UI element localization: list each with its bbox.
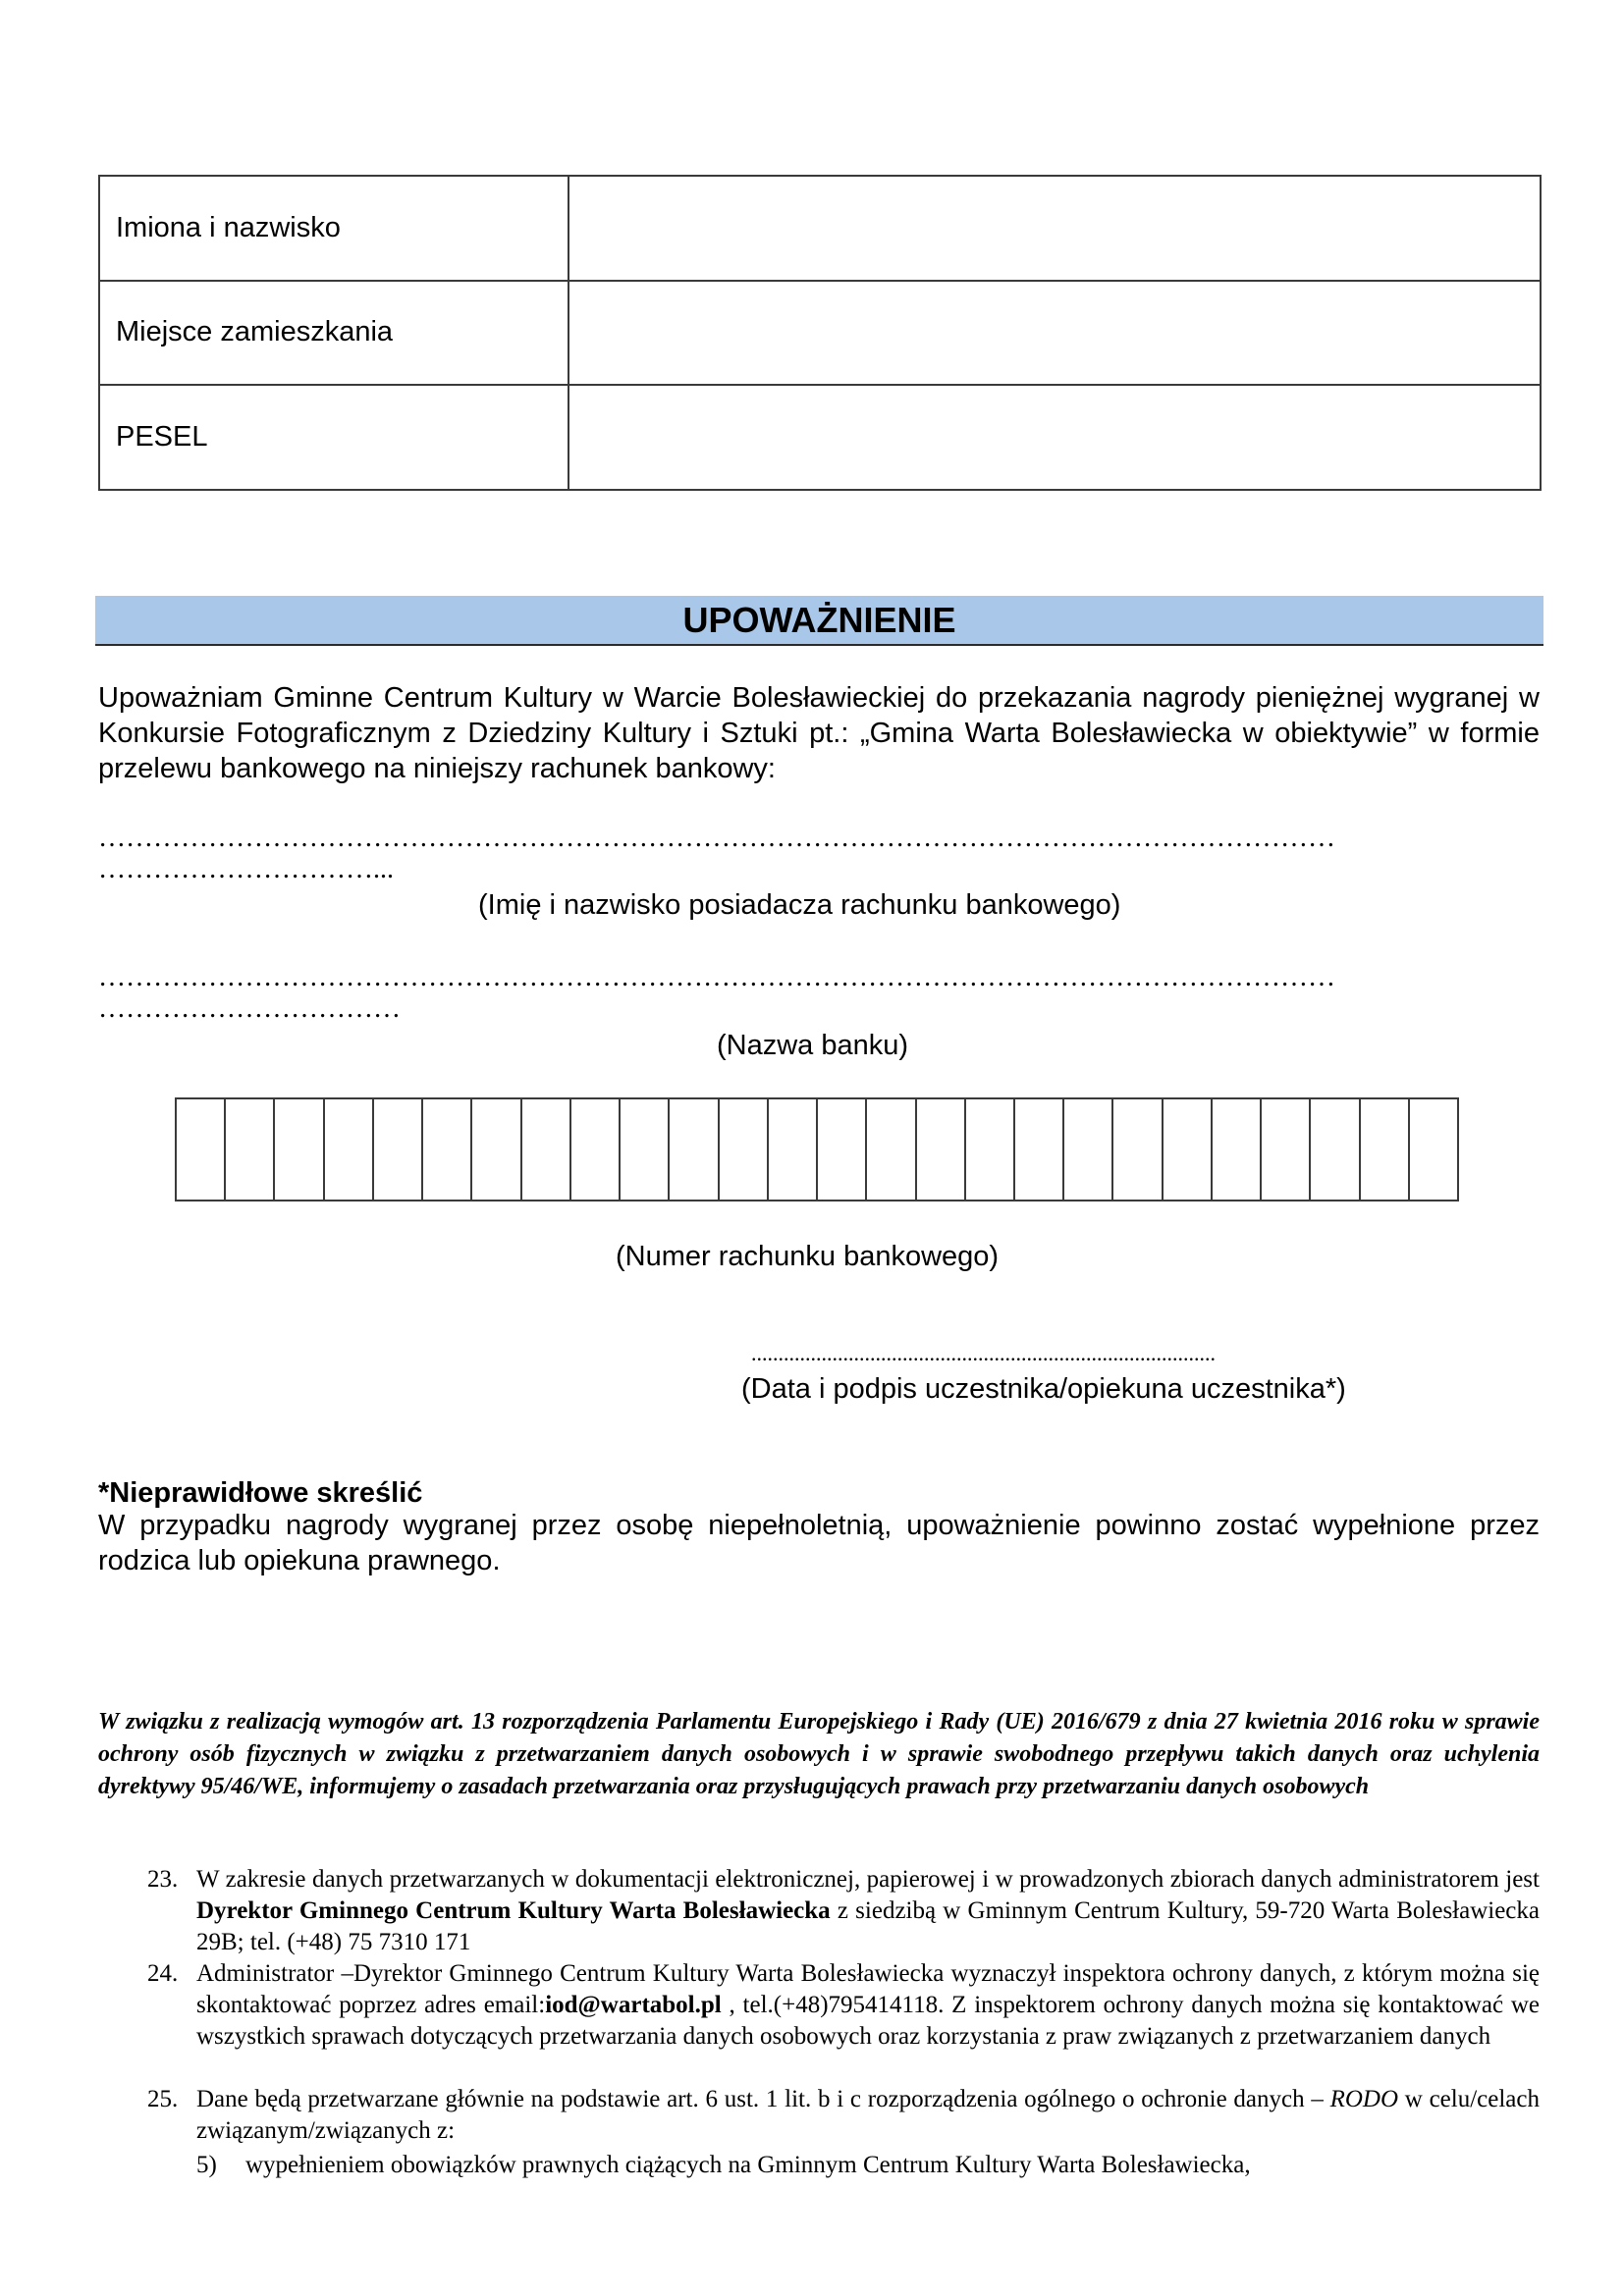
list-item-number: 23. (147, 1866, 179, 1893)
personal-data-table (98, 175, 1542, 491)
list-item-text (196, 1864, 1540, 1958)
item-text-part: W zakresie danych przetwarzanych w dokumentacji elektronicznej, papierowej i w prowadzonych zbiorach danych administratorem jest (196, 1866, 1540, 1893)
list-item-number: 24. (147, 1960, 179, 1987)
note-text: W przypadku nagrody wygranej przez osobę niepełnoletnią, upoważnienie powinno zostać wypełnione przez rodzica lub opiekuna prawnego. (98, 1510, 1540, 1576)
account-digit-box[interactable] (423, 1099, 472, 1200)
account-digit-box[interactable] (1213, 1099, 1262, 1200)
page-title: UPOWAŻNIENIE (682, 600, 956, 640)
account-digit-box[interactable] (1262, 1099, 1311, 1200)
list-item-text (196, 1958, 1540, 2053)
account-digit-box[interactable] (275, 1099, 324, 1200)
account-digit-box[interactable] (1361, 1099, 1410, 1200)
table-row (99, 176, 1541, 281)
account-digit-box[interactable] (769, 1099, 818, 1200)
heading-band (95, 596, 1543, 646)
list-item-number: 25. (147, 2086, 179, 2112)
holder-caption: (Imię i nazwisko posiadacza rachunku bankowego) (478, 889, 1121, 921)
bank-dots-line-2[interactable]: …………………………… (98, 993, 401, 1024)
account-digit-box[interactable] (670, 1099, 719, 1200)
account-digit-box[interactable] (818, 1099, 867, 1200)
sub-item-number: 5) (196, 2152, 217, 2178)
list-item-text (196, 2084, 1540, 2147)
account-digit-box[interactable] (1410, 1099, 1457, 1200)
account-digit-box[interactable] (226, 1099, 275, 1200)
account-digit-box[interactable] (867, 1099, 916, 1200)
account-digit-box[interactable] (720, 1099, 769, 1200)
administrator-name: Dyrektor Gminnego Centrum Kultury Warta Bolesławiecka (196, 1897, 831, 1924)
item-text-part: Dane będą przetwarzane głównie na podstawie art. 6 ust. 1 lit. b i c rozporządzenia ogólnego o ochronie danych – (196, 2086, 1330, 2112)
bank-dots-line[interactable]: ……………………………………………………………………………………………………………………… (98, 962, 1335, 992)
address-label: Miejsce zamieszkania (99, 281, 568, 386)
pesel-label: PESEL (99, 385, 568, 490)
rodo-intro: W związku z realizacją wymogów art. 13 rozporządzenia Parlamentu Europejskiego i Rady (UE) 2016/679 z dnia 27 kwietnia 2016 roku w sprawie ochrony osób fizycznych w związku z przetwarzaniem danych osobowych i w sprawie swobodnego przepływu takich danych oraz uchylenia dyrektywy 95/46/WE, informujemy o zasadach przetwarzania oraz przysługujących prawach przy przetwarzaniu danych osobowych (98, 1709, 1540, 1799)
iod-email-link[interactable]: iod@wartabol.pl (545, 1992, 722, 2018)
account-digit-box[interactable] (472, 1099, 521, 1200)
note-title: *Nieprawidłowe skreślić (98, 1477, 423, 1509)
account-digit-box[interactable] (177, 1099, 226, 1200)
account-digit-box[interactable] (571, 1099, 621, 1200)
account-digit-box[interactable] (1164, 1099, 1213, 1200)
pesel-field[interactable] (568, 385, 1541, 490)
account-caption: (Numer rachunku bankowego) (616, 1241, 1000, 1272)
item-text-part: z siedzibą w Gminnym Centrum Kultury, 59-720 Warta Bolesławiecka 29B; tel. (+48) 75 7310 171 (196, 1897, 1540, 1955)
sub-item-text: wypełnieniem obowiązków prawnych ciążących na Gminnym Centrum Kultury Warta Bolesławiecka, (245, 2152, 1251, 2178)
item-text-part: , tel.(+48)795414118. Z inspektorem ochrony danych można się kontaktować we wszystkich sprawach dotyczących przetwarzania danych osobowych oraz korzystania z praw związanych z przetwarzaniem danych (196, 1992, 1540, 2050)
name-field[interactable] (568, 176, 1541, 281)
authorization-text: Upoważniam Gminne Centrum Kultury w Warcie Bolesławieckiej do przekazania nagrody pieniężnej wygranej w Konkursie Fotograficznym z Dziedziny Kultury i Sztuki pt.: „Gmina Warta Bolesławiecka w obiektywie” w formie przelewu bankowego na niniejszy rachunek bankowy: (98, 682, 1540, 784)
rodo-abbrev: RODO (1329, 2086, 1399, 2112)
account-digit-box[interactable] (1311, 1099, 1360, 1200)
account-digit-box[interactable] (917, 1099, 966, 1200)
account-digit-box[interactable] (1015, 1099, 1064, 1200)
account-digit-box[interactable] (522, 1099, 571, 1200)
address-field[interactable] (568, 281, 1541, 386)
name-label: Imiona i nazwisko (99, 176, 568, 281)
item-text-part: Administrator –Dyrektor Gminnego Centrum Kultury Warta Bolesławiecka wyznaczył inspektora ochrony danych, z którym można się skontaktować poprzez adres email: (196, 1960, 1540, 2018)
account-digit-box[interactable] (325, 1099, 374, 1200)
item-text-part: w celu/celach związanym/związanych z: (196, 2086, 1541, 2144)
signature-dots-line[interactable]: ...................................................................................... (751, 1341, 1216, 1365)
holder-dots-line-2[interactable]: …………………………... (98, 854, 394, 884)
account-digit-box[interactable] (1113, 1099, 1163, 1200)
account-digit-box[interactable] (966, 1099, 1015, 1200)
holder-dots-line[interactable]: ……………………………………………………………………………………………………………………… (98, 823, 1335, 853)
account-number-boxes[interactable] (175, 1097, 1459, 1201)
account-digit-box[interactable] (621, 1099, 670, 1200)
table-row (99, 281, 1541, 386)
bank-caption: (Nazwa banku) (717, 1030, 909, 1061)
account-digit-box[interactable] (374, 1099, 423, 1200)
table-row (99, 385, 1541, 490)
signature-caption: (Data i podpis uczestnika/opiekuna uczestnika*) (741, 1373, 1346, 1405)
account-digit-box[interactable] (1064, 1099, 1113, 1200)
